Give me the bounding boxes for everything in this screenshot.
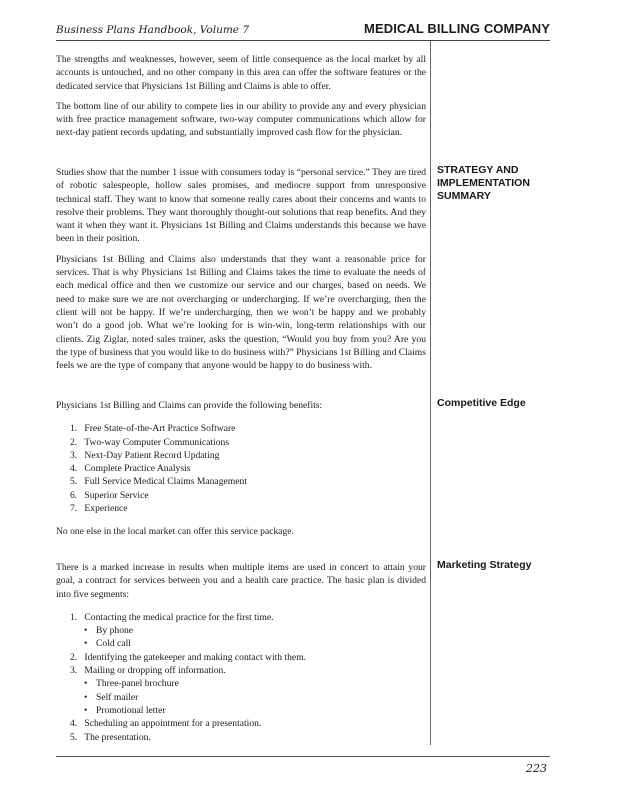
benefit-item bbox=[70, 436, 426, 449]
step-number: 1. bbox=[70, 611, 78, 623]
intro-section bbox=[56, 53, 426, 140]
benefit-number: 7. bbox=[70, 503, 78, 515]
benefit-text: Full Service Medical Claims Management bbox=[84, 476, 247, 488]
competitive-section bbox=[56, 399, 426, 539]
benefit-item bbox=[70, 475, 426, 488]
book-title: Business Plans Handbook, Volume 7 bbox=[56, 24, 250, 36]
step-number: 2. bbox=[70, 651, 78, 663]
step-number: 3. bbox=[70, 665, 78, 677]
header-rule bbox=[56, 40, 550, 41]
sub-bullet-item bbox=[84, 691, 426, 704]
step-text: Mailing or dropping off information. bbox=[84, 665, 226, 677]
intro-paragraph-2: The bottom line of our ability to compete lies in our ability to provide any and every physician with free practice management software, two-way computer communications which allow for next-day patient records updating, and substantially improved cash flow for the physician. bbox=[56, 100, 426, 139]
sub-bullet-list bbox=[70, 677, 426, 717]
benefit-text: Complete Practice Analysis bbox=[84, 463, 191, 475]
benefit-text: Superior Service bbox=[84, 489, 149, 501]
strategy-paragraph-2: Physicians 1st Billing and Claims also understands that they want a reasonable price for services. That is why Physicians 1st Billing and Claims takes the time to evaluate the needs of each medical office and then we customize our service and our charges, based on needs. We need to make sure we are not overcharging or undercharging. If we’re overcharging, then the client will not be happy. If we’re undercharging, then we won’t be happy and we probably won’t do a good job. What we’re looking for is win-win, long-term relationships with our clients. Zig Ziglar, noted sales trainer, asks the question, “Would you buy from you? Are you the type of business that you would like to do business with?” Physicians 1st Billing and Claims feels we are the type of company that anyone would be happy to do business with. bbox=[56, 253, 426, 372]
sub-bullet-text: By phone bbox=[96, 625, 134, 637]
marketing-intro: There is a marked increase in results when multiple items are used in concert to attain your goal, a contract for services between you and a health care practice. The basic plan is divided into five segments: bbox=[56, 562, 426, 600]
bullet-icon: • bbox=[84, 678, 88, 690]
marketing-step bbox=[70, 717, 426, 730]
column-divider bbox=[430, 41, 431, 745]
sub-bullet-item bbox=[84, 704, 426, 717]
sub-bullet-list bbox=[70, 624, 426, 651]
benefits-list bbox=[56, 422, 426, 515]
step-text: The presentation. bbox=[84, 731, 151, 743]
page-number: 223 bbox=[526, 762, 547, 775]
sub-bullet-item bbox=[84, 677, 426, 690]
benefit-number: 6. bbox=[70, 489, 78, 501]
competitive-edge-heading: Competitive Edge bbox=[437, 397, 526, 409]
bullet-icon: • bbox=[84, 691, 88, 703]
bullet-icon: • bbox=[84, 638, 88, 650]
marketing-step bbox=[70, 731, 426, 744]
benefit-number: 2. bbox=[70, 436, 78, 448]
marketing-steps-list bbox=[56, 611, 426, 744]
company-title: MEDICAL BILLING COMPANY bbox=[364, 21, 550, 36]
bullet-icon: • bbox=[84, 704, 88, 716]
strategy-heading: STRATEGY AND IMPLEMENTATION SUMMARY bbox=[437, 164, 530, 202]
sub-bullet-text: Cold call bbox=[96, 638, 131, 650]
bullet-icon: • bbox=[84, 625, 88, 637]
benefit-number: 4. bbox=[70, 463, 78, 475]
benefit-item bbox=[70, 449, 426, 462]
footer-rule bbox=[56, 756, 550, 757]
competitive-intro: Physicians 1st Billing and Claims can provide the following benefits: bbox=[56, 400, 323, 411]
step-number: 5. bbox=[70, 731, 78, 743]
benefit-text: Experience bbox=[84, 503, 128, 515]
benefit-item bbox=[70, 462, 426, 475]
step-text: Identifying the gatekeeper and making contact with them. bbox=[84, 651, 307, 663]
step-text: Scheduling an appointment for a presentation. bbox=[84, 718, 262, 730]
benefit-item bbox=[70, 502, 426, 515]
benefit-text: Free State-of-the-Art Practice Software bbox=[84, 423, 236, 435]
step-text: Contacting the medical practice for the first time. bbox=[84, 611, 274, 623]
sub-bullet-item bbox=[84, 624, 426, 637]
marketing-step bbox=[70, 611, 426, 651]
benefit-number: 1. bbox=[70, 423, 78, 435]
benefit-item bbox=[70, 422, 426, 435]
benefit-number: 5. bbox=[70, 476, 78, 488]
sub-bullet-item bbox=[84, 637, 426, 650]
marketing-step bbox=[70, 664, 426, 717]
sub-bullet-text: Self mailer bbox=[96, 691, 139, 703]
competitive-closing: No one else in the local market can offer this service package. bbox=[56, 526, 294, 538]
intro-paragraph-1: The strengths and weaknesses, however, seem of little consequence as the local market by all accounts is untouched, and no other company in this area can offer the software features or the dedicated service that Physicians 1st Billing and Claims is able to offer. bbox=[56, 54, 426, 92]
marketing-step bbox=[70, 651, 426, 664]
benefit-text: Two-way Computer Communications bbox=[84, 436, 230, 448]
sub-bullet-text: Promotional letter bbox=[96, 704, 166, 716]
benefit-text: Next-Day Patient Record Updating bbox=[84, 449, 220, 461]
running-header bbox=[56, 20, 550, 38]
strategy-paragraph-1: Studies show that the number 1 issue with consumers today is “personal service.” They are tired of robotic salespeople, hollow sales promises, and mediocre support from unresponsive technical staff. They want to know that someone really cares about their concerns and wants to resolve their problems. They want thoroughly thought-out solutions that reap benefits. And they want it when they want it. Physicians 1st Billing and Claims understands this because we have been in their position. bbox=[56, 167, 426, 245]
sub-bullet-text: Three-panel brochure bbox=[96, 678, 179, 690]
strategy-section bbox=[56, 166, 426, 372]
benefit-number: 3. bbox=[70, 449, 78, 461]
step-number: 4. bbox=[70, 718, 78, 730]
marketing-section bbox=[56, 561, 426, 744]
marketing-strategy-heading: Marketing Strategy bbox=[437, 559, 532, 571]
benefit-item bbox=[70, 489, 426, 502]
